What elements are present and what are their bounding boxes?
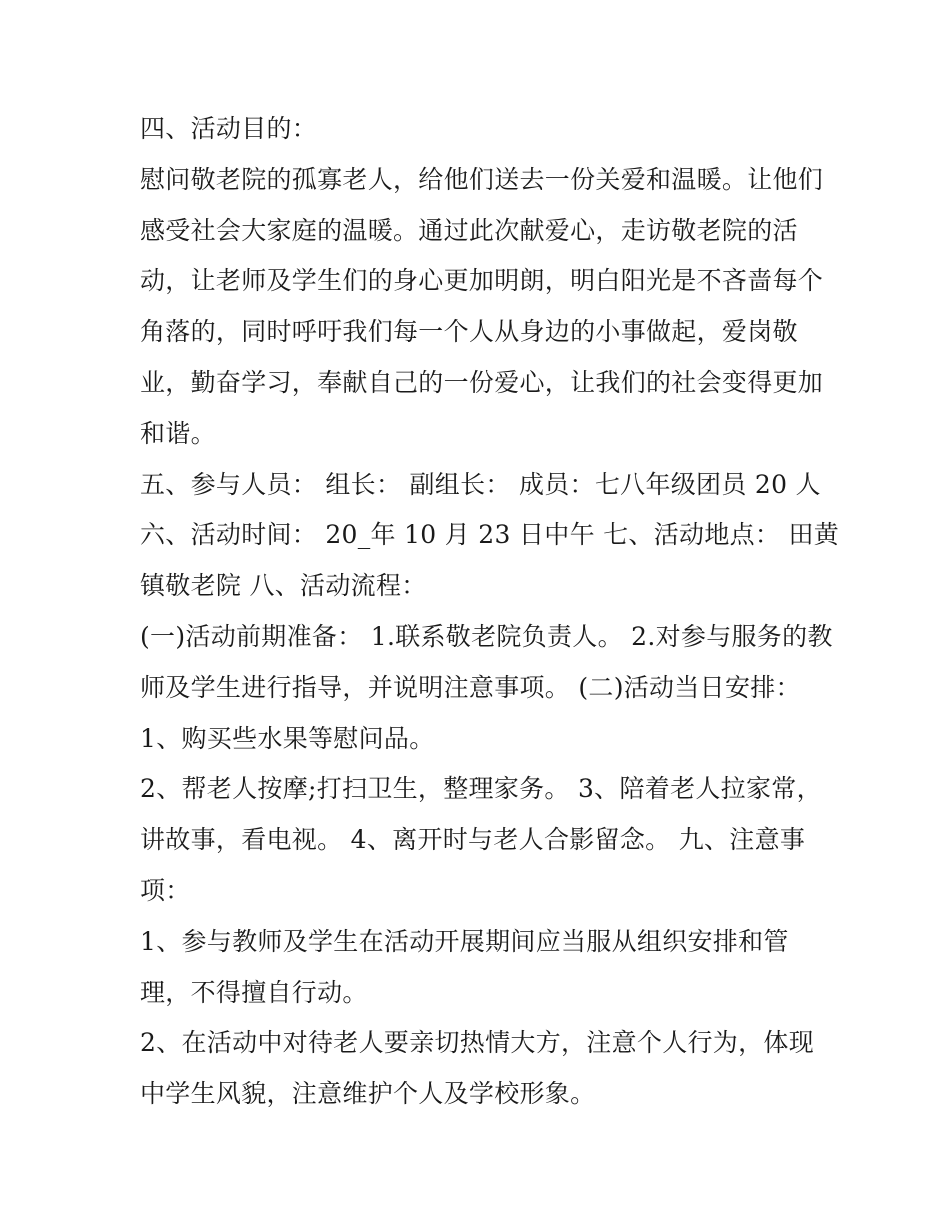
- list-item: 1、购买些水果等慰问品。: [140, 723, 435, 753]
- list-item: 2、帮老人按摩;打扫卫生，整理家务。 3、陪着老人拉家常，: [140, 774, 822, 804]
- paragraph-line: 项：: [140, 875, 191, 905]
- section-heading-purpose: 四、活动目的：: [140, 114, 318, 143]
- paragraph-line: 感受社会大家庭的温暖。通过此次献爱心，走访敬老院的活: [140, 215, 798, 245]
- section-line-time-location: 六、活动时间： 20_年 10 月 23 日中午 七、活动地点： 田黄: [140, 520, 840, 550]
- paragraph-line: 角落的，同时呼吁我们每一个人从身边的小事做起，爱岗敬: [140, 317, 798, 347]
- paragraph-line: 理，不得擅自行动。: [140, 977, 368, 1007]
- paragraph-line: 师及学生进行指导，并说明注意事项。 (二)活动当日安排：: [140, 672, 801, 702]
- paragraph-line: 业，勤奋学习，奉献自己的一份爱心，让我们的社会变得更加: [140, 367, 824, 397]
- paragraph-line: 中学生风貌，注意维护个人及学校形象。: [140, 1079, 596, 1109]
- section-line-preparation: (一)活动前期准备： 1.联系敬老院负责人。 2.对参与服务的教: [140, 621, 833, 651]
- paragraph-line: 动，让老师及学生们的身心更加明朗，明白阳光是不吝啬每个: [140, 266, 824, 296]
- paragraph-line: 镇敬老院 八、活动流程：: [140, 571, 427, 601]
- paragraph-line: 和谐。: [140, 418, 216, 448]
- list-item: 2、在活动中对待老人要亲切热情大方，注意个人行为，体现: [140, 1028, 815, 1058]
- section-line-participants: 五、参与人员： 组长： 副组长： 成员：七八年级团员 20 人: [140, 469, 821, 499]
- paragraph-line: 慰问敬老院的孤寡老人，给他们送去一份关爱和温暖。让他们: [140, 164, 824, 194]
- paragraph-line: 讲故事，看电视。 4、离开时与老人合影留念。 九、注意事: [140, 825, 806, 855]
- document-body: [140, 104, 840, 1120]
- list-item: 1、参与教师及学生在活动开展期间应当服从组织安排和管: [140, 926, 789, 956]
